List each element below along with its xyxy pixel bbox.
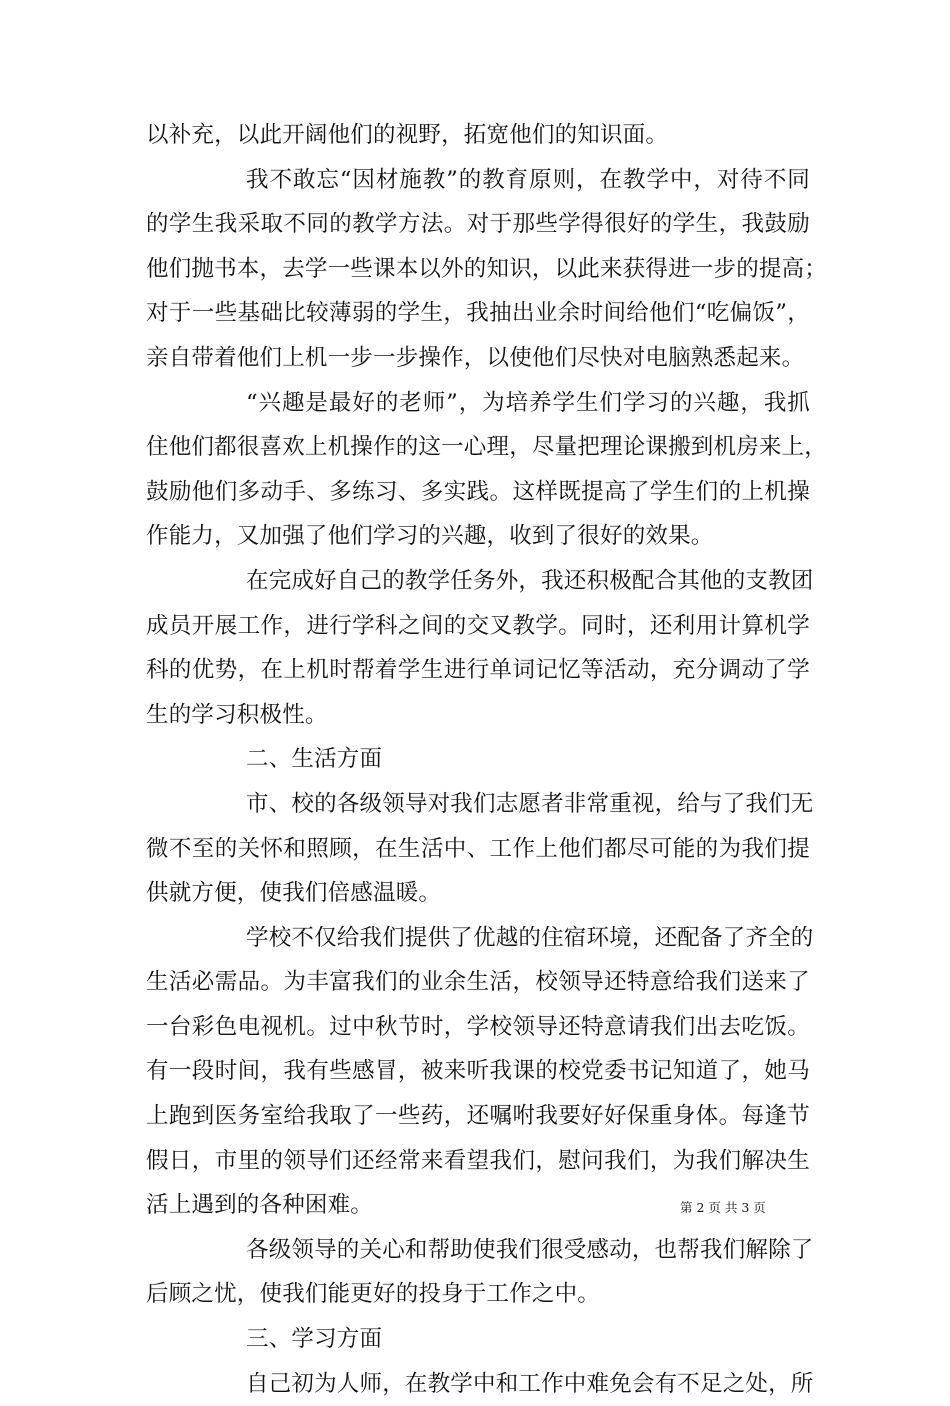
text-line: 成员开展工作，进行学科之间的交叉教学。同时，还利用计算机学 — [146, 612, 810, 639]
text-line: 科的优势，在上机时帮着学生进行单词记忆等活动，充分调动了学 — [146, 657, 810, 684]
text-line: 亲自带着他们上机一步一步操作，以使他们尽快对电脑熟悉起来。 — [146, 344, 805, 371]
text-line: 作能力，又加强了他们学习的兴趣，收到了很好的效果。 — [146, 523, 714, 550]
page-number-footer: 第 2 页 共 3 页 — [680, 1200, 766, 1215]
text-line: 供就方便，使我们倍感温暖。 — [146, 880, 442, 907]
text-line: 以补充，以此开阔他们的视野，拓宽他们的知识面。 — [146, 122, 669, 148]
text-line: 的学生我采取不同的教学方法。对于那些学得很好的学生，我鼓励 — [146, 211, 810, 238]
text-line: 有一段时间，我有些感冒，被来听我课的校党委书记知道了，她马 — [146, 1058, 810, 1085]
text-line: 市、校的各级领导对我们志愿者非常重视，给与了我们无 — [246, 790, 814, 817]
text-line: 鼓励他们多动手、多练习、多实践。这样既提高了学生们的上机操 — [146, 478, 810, 505]
text-line: 假日，市里的领导们还经常来看望我们，慰问我们，为我们解决生 — [146, 1147, 810, 1174]
text-line: 在完成好自己的教学任务外，我还积极配合其他的支教团 — [246, 567, 814, 594]
text-line: 学校不仅给我们提供了优越的住宿环境，还配备了齐全的 — [246, 924, 814, 951]
text-line: 自己初为人师，在教学中和工作中难免会有不足之处，所 — [246, 1370, 814, 1397]
text-line: 他们抛书本，去学一些课本以外的知识，以此来获得进一步的提高； — [146, 255, 828, 282]
text-line: 各级领导的关心和帮助使我们很受感动，也帮我们解除了 — [246, 1236, 814, 1263]
text-line: 二、生活方面 — [246, 746, 383, 773]
text-line: 住他们都很喜欢上机操作的这一心理，尽量把理论课搬到机房来上， — [146, 434, 828, 461]
text-line: 生的学习积极性。 — [146, 701, 328, 728]
text-line: 微不至的关怀和照顾，在生活中、工作上他们都尽可能的为我们提 — [146, 835, 810, 862]
text-line: 后顾之忧，使我们能更好的投身于工作之中。 — [146, 1281, 601, 1308]
text-line: 一台彩色电视机。过中秋节时，学校领导还特意请我们出去吃饭。 — [146, 1013, 810, 1040]
text-line: 我不敢忘“因材施教”的教育原则，在教学中，对待不同 — [246, 166, 810, 193]
text-line: 生活必需品。为丰富我们的业余生活，校领导还特意给我们送来了 — [146, 969, 810, 996]
text-line: 上跑到医务室给我取了一些药，还嘱咐我要好好保重身体。每逢节 — [146, 1103, 810, 1130]
text-line: “兴趣是最好的老师”，为培养学生们学习的兴趣，我抓 — [246, 389, 810, 416]
text-line: 对于一些基础比较薄弱的学生，我抽出业余时间给他们“吃偏饭”， — [146, 300, 810, 327]
text-line: 活上遇到的各种困难。 — [146, 1192, 374, 1219]
text-line: 三、学习方面 — [246, 1326, 383, 1353]
